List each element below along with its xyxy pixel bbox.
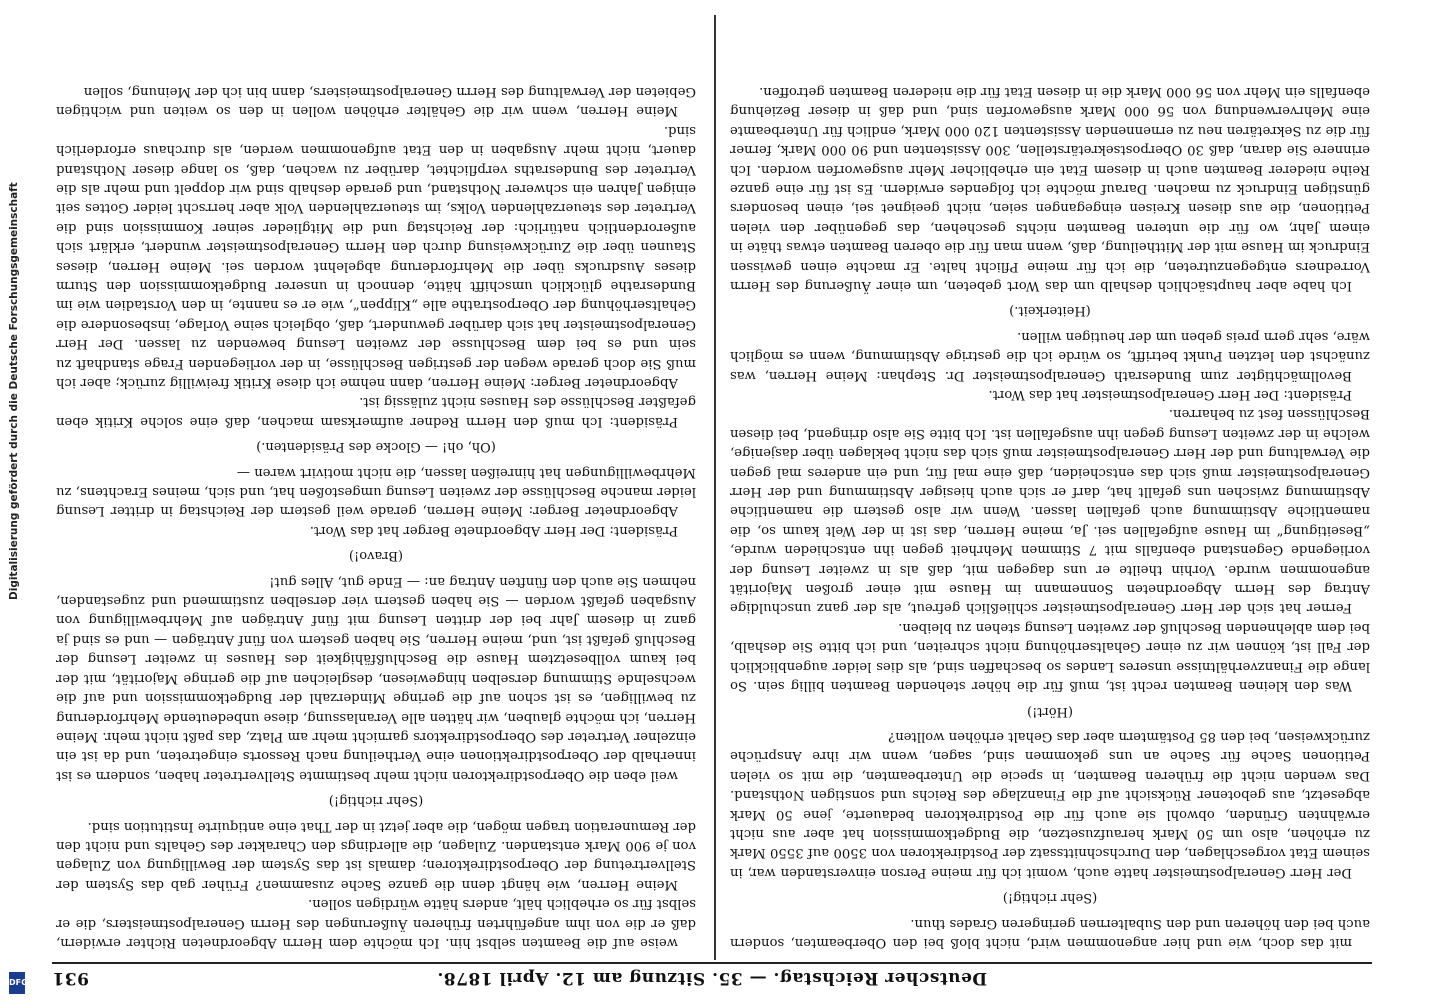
stage-note: (Sehr richtig!) [1002, 890, 1098, 906]
stage-note: (Heiterkeit.) [1009, 303, 1091, 319]
paragraph: weil eben die Oberpostdirektoren nicht mehr bestimmte Stellvertreter haben, sondern es ist innerhalb der Oberpostdirektionen eine Vertheilung nach Ressorts eingetreten, und da ist ein einzelner Vertreter des Oberpostdirektors garnicht mehr am Platz, das paßt nicht mehr. Meine Herren, ich möchte glauben, wir hätten alle Veranlassung, diese unbedeutende Mehrforderung zu bewilligen, es ist schon auf die geringe Minderzahl der Budgetkommission und auf die wechselnde Stimmung derselben hingewiesen, desgleichen auf die geringe Majorität, mit der bei kaum vollbesetztem Hause die Beschlußfähigkeit des Hauses in zweiter Lesung der Beschluß gefaßt ist, und, meine Herren, Sie haben gestern von fünf Anträgen — und es sind ja ganz in diesem Jahr bei der dritten Lesung mit fünf Anträgen auf Mehrbewilligung von Ausgaben gefaßt worden — Sie haben gestern vier derselben zustimmend und zugestanden, nehmen Sie auch den fünften Antrag an: — Ende gut, Alles gut! [56, 573, 696, 783]
paragraph: Der Herr Generalpostmeister hatte auch, womit ich für meine Person einverstanden war, in seinem Etat vorgeschlagen, den Durchschnittssatz der Postdirektoren von 3500 auf 3550 Mark zu erhöhen, also um 50 Mark heraufzusetzen, die Budgetkommission hat aber aus nicht erwähnten Gründen, obwohl sie auch für die Postdirektoren bedauerte, jene 50 Mark abgesetzt, aus gebotener Rücksicht auf die Finanzlage des Reichs und sonstigen Nothstand. Das wenden nicht die früheren Beamten, in specie die Unterbeamten, die mit so vielen Petitionen Sache für Sache an uns gekommen sind, sagen, wenn wir ihre Ansprüche zurückweisen, bei den 85 Postämtern aber das Gehalt erhöhen wollten? [730, 728, 1370, 880]
paragraph: mit das doch, wie und hier angenommen wird, nicht bloß bei den Oberbeamten, sondern auch bei den höheren und den Subalternen geringeren Grades thun. [730, 915, 1370, 950]
paragraph: Ich habe aber hauptsächlich deshalb um das Wort gebeten, um einer Äußerung des Herrn Vorredners entgegenzutreten, die ich für meine Pflicht halte. Er machte einen gewissen Eindruck im Hause mit der Mittheilung, daß, wenn man für die oberen Beamten etwas thäte in einem Jahr, wo für die unteren Beamten nichts geschehen, das gegenüber den vielen Petitionen, die aus diesen Kreisen eingegangen seien, nicht geeignet sei, einen besonders günstigen Eindruck zu machen. Darauf möchte ich folgendes erwidern. Es ist für eine ganze Reihe niederer Beamten auch in diesem Etat ein erheblicher Mehr ausgeworfen worden. Ich erinnere Sie daran, daß 30 Oberpostsekretärstellen, 300 Assistenten und 90 000 Mark, ferner für die zu Sekretären neu zu ernennenden Assistenten 120 000 Mark, endlich für Unterbeamte eine Mehrverwendung von 56 000 Mark ausgeworfen sind, und daß in dieser Beziehung ebenfalls ein Mehr von 56 000 Mark die in diesen Etat für die niederen Beamten getroffen. [730, 83, 1370, 293]
running-title: Deutscher Reichstag. — 35. Sitzung am 12. April 1878. [436, 968, 988, 988]
stage-note: (Bravo!) [348, 548, 404, 564]
page-header [52, 962, 1372, 992]
paragraph: Präsident: Ich muß den Herrn Redner aufmerksam machen, daß eine solche Kritik eben gefaßter Beschlüsse des Hauses nicht zulässig ist. [56, 394, 696, 429]
paragraph: weise auf die Beamten selbst hin. Ich möchte dem Herrn Abgeordneten Richter erwidern, daß er die von ihm angeführten früheren Äußerungen des Herrn Generalpostmeisters, die er selbst für so erheblich hält, anders hätte würdigen sollen. [56, 896, 696, 950]
paragraph: Abgeordneter Berger: Meine Herren, dann nehme ich diese Kritik freiwillig zurück; aber ich muß Sie doch gerade wegen der gestrigen Beschlüsse, in der vorliegenden Frage standhaft zu sein und es bei dem Beschlusse der zweiten Lesung bewenden zu lassen. Der Herr Generalpostmeister hat sich darüber gewundert, daß, obgleich seine Vorlage, insbesondere die Gehaltserhöhung der Oberpostrathe alle „Klippen“, wie er es nannte, in den Vorstadien wie im Bundesrathe glücklich umschifft hätte, dennoch in unserer Budgetkommission den Sturm dieses Ausdrucks über die Mehrforderung abgelehnt worden sei. Meine Herren, dieses Staunen über die Zurückweisung durch den Herrn Generalpostmeister wundert, erklärt sich außerordentlich natürlich: der Reichstag und die Mitglieder seiner Kommission sind die Vertreter des steuerzahlenden Volks, im steuerzahlenden Volk aber herrscht leider Gottes seit einigen Jahren ein schwerer Nothstand, und gerade deshalb sind wir doppelt und mehr als die Vertreter des Bundesraths verpflichtet, darüber zu wachen, daß, so lange dieser Nothstand dauert, nicht mehr Ausgaben in den Etat aufgenommen werden, als durchaus erforderlich sind. [56, 122, 696, 391]
paragraph: Präsident: Der Herr Abgeordnete Berger hat das Wort. [309, 522, 678, 538]
paragraph: Was den kleinen Beamten recht ist, muß für die höher stehenden Beamten billig sein. So lange die Finanzverhältnisse unseres Landes so beschaffen sind, als dies leider augenblicklich der Fall ist, können wir zu einer Gehaltserhöhung nicht schreiten, und ich bitte Sie deshalb, bei dem ablehnenden Beschluß der zweiten Lesung stehen zu bleiben. [730, 619, 1370, 694]
funding-credit: Digitalisierung gefördert durch die Deutsche Forschungsgemeinschaft [8, 182, 20, 600]
page-number: 931 [52, 968, 89, 988]
stage-note: (Sehr richtig!) [328, 793, 424, 809]
stage-note: (Hört!) [1027, 703, 1073, 719]
paragraph: Bevollmächtigter zum Bundesrath Generalpostmeister Dr. Stephan: Meine Herren, was zunächst den letzten Punkt betrifft, so würde ich die gestrige Abstimmung, wenn es möglich wäre, sehr gern preis geben um der heutigen willen. [730, 328, 1370, 383]
right-column [56, 22, 696, 952]
paragraph: Abgeordneter Berger: Meine Herren, gerade weil gestern der Reichstag in dritter Lesung leider manche Beschlüsse der zweiten Lesung umgestoßen hat, und sich, meines Erachtens, zu Mehrbewilligungen hat hinreißen lassen, die nicht motivirt waren — [56, 464, 696, 519]
paragraph: Meine Herren, wenn wir die Gehälter erhöhen wollen in den so weiten und wichtigen Gebieten der Verwaltung des Herrn Generalpostmeisters, dann bin ich der Meinung, sollen [56, 83, 696, 119]
stage-note: (Oh, oh! — Glocke des Präsidenten.) [256, 439, 496, 455]
left-column [730, 22, 1370, 952]
paragraph: Präsident: Der Herr Generalpostmeister hat das Wort. [988, 387, 1352, 403]
dfg-logo: DFG [9, 972, 25, 994]
paragraph: Ferner hat sich der Herr Generalpostmeister schließlich gefreut, als der ganz unschuldige Antrag des Herrn Abgeordneten Sonnemann im Hause mit einer großen Majorität angenommen wurde. Vorhin theilte er uns dagegen mit, daß als in zweiter Lesung der vorliegende Gegenstand ebenfalls mit 7 Stimmen Mehrheit gegen ihn entschieden wurde, „Beseitigung“ im Hause aufgefallen sei. Ja, meine Herren, das ist in der Welt kaum so, die namentliche Abstimmung auch gefallen lassen. Wenn wir also gestern die namentliche Abstimmung zwischen uns gefallt hat, darf er sich auch hiesiger Abstimmung und der Herr Generalpostmeister muß sich das entscheiden, daß eine mal für, und ein anderes mal gegen die Verwaltung und der Herr Generalpostmeister muß sich das nicht beklagen über dasjenige, welche in der zweiten Lesung gegen ihn ausgefallen ist. Ich bitte Sie also dringend, bei diesen Beschlüssen fest zu beharren. [730, 406, 1370, 616]
page-footer [6, 0, 26, 1000]
paragraph: Meine Herren, wie hängt denn die ganze Sache zusammen? Früher gab das System der Stellvertretung der Oberpostdirektoren; damals ist das System der Bewilligung von Zulagen von je 900 Mark entstanden. Zulagen, die allerdings den Charakter des Gehalts und nicht den der Remuneration tragen mögen, die aber jetzt in der That eine antiquirte Institution sind. [56, 818, 696, 892]
column-divider [714, 15, 716, 960]
